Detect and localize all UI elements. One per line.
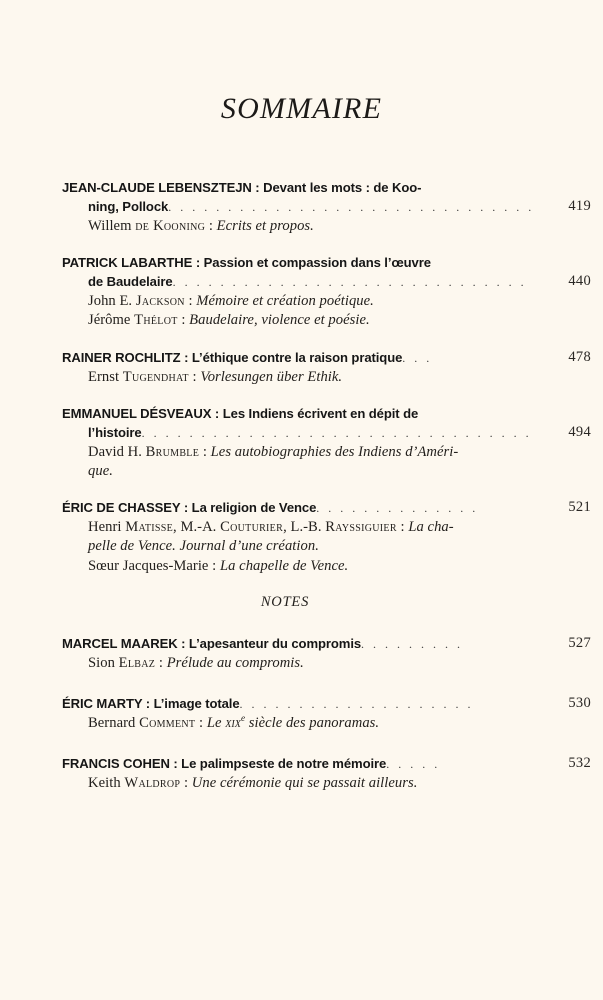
toc-entry[interactable]	[62, 498, 591, 576]
toc-entry-separator: :	[180, 500, 192, 516]
toc-entry-reference	[62, 311, 542, 330]
work-century-roman-numeral: xix	[225, 715, 241, 732]
reference-work-title: Prélude au compromis.	[166, 654, 304, 671]
toc-entry-reference-continuation	[62, 537, 542, 556]
work-suffix: siècle des panoramas.	[245, 715, 380, 732]
work-ordinal-suffix: e	[240, 713, 246, 724]
reference-person: Jérôme	[88, 312, 135, 329]
reference-separator: :	[188, 368, 201, 385]
toc-entry-author: PATRICK LABARTHE	[62, 255, 193, 271]
toc-entry-title-line1: Le palimpseste de notre mémoire	[181, 756, 387, 772]
toc-entry-title	[36, 404, 591, 443]
reference-surname-2: Couturier	[220, 519, 284, 536]
toc-entry-author: EMMANUEL DÉSVEAUX	[62, 405, 212, 421]
reference-surname: Matisse	[125, 519, 174, 536]
toc-entry-title-row	[62, 498, 591, 518]
reference-separator: :	[155, 654, 167, 671]
reference-person-3: , L.-B.	[283, 519, 326, 536]
toc-entry-author: ÉRIC MARTY	[62, 696, 143, 712]
toc-entry-title	[36, 694, 591, 714]
leader-dots: . . . . . . . . . . . . . .	[316, 501, 479, 516]
toc-entry-title	[36, 634, 591, 654]
leader-dots: . . . . . . . . .	[361, 636, 464, 651]
reference-separator: :	[396, 519, 409, 536]
toc-entry-author: ÉRIC DE CHASSEY	[62, 500, 181, 516]
toc-entry-title-line2-row	[62, 197, 591, 217]
toc-entry-title-row	[62, 253, 591, 292]
leader-dots: . . . . . . . . . . . . . . . . . . . .	[239, 697, 474, 712]
page-number[interactable]: 532	[568, 755, 591, 772]
leader-dots: . . . . . . . . . . . . . . . . . . . . . . . . . . . . . . .	[168, 200, 535, 214]
leader-dots: . . . . .	[386, 757, 441, 772]
page-number[interactable]: 478	[568, 348, 591, 365]
reference-separator: :	[199, 443, 211, 460]
toc-entry-reference	[62, 774, 542, 793]
reference-surname: Jackson	[135, 293, 185, 310]
reference-separator: :	[205, 218, 217, 234]
reference-work-title-continued: pelle de Vence. Journal d’une création.	[88, 538, 319, 555]
toc-entry-author: RAINER ROCHLITZ	[62, 349, 181, 365]
reference-work-title-continued: que.	[88, 463, 113, 480]
reference-surname-3: Rayssiguier	[325, 519, 397, 536]
toc-entry-title-line2: de Baudelaire	[88, 274, 173, 290]
reference-person: Sion	[88, 654, 119, 671]
toc-entry-reference	[62, 292, 542, 311]
reference-surname: Elbaz	[118, 654, 156, 671]
reference-person: Bernard	[88, 715, 140, 732]
reference-person-2: , M.-A.	[173, 519, 221, 536]
toc-entry-title-row	[62, 348, 591, 368]
reference-separator: :	[177, 312, 190, 329]
toc-entry-title	[36, 348, 591, 368]
toc-entry-title-row	[62, 694, 591, 714]
toc-entry-title-line1: Passion et compassion dans l’œuvre	[203, 255, 431, 271]
toc-entry-title-line1: Les Indiens écrivent en dépit de	[222, 405, 419, 421]
toc-entry-title-line2: ning, Pollock	[88, 199, 169, 214]
reference-surname: Comment	[139, 715, 196, 732]
toc-entry[interactable]	[62, 178, 591, 236]
reference-work-title: Mémoire et création poétique.	[196, 293, 374, 310]
toc-entry-separator: :	[169, 756, 182, 772]
reference-work-title: La chapelle de Vence.	[219, 557, 349, 574]
reference-person: John E.	[88, 293, 136, 310]
page-number[interactable]: 494	[568, 423, 591, 440]
reference-separator: :	[180, 775, 192, 792]
reference-person: David H.	[88, 443, 146, 460]
reference-separator: :	[184, 293, 197, 310]
toc-section-main	[62, 178, 591, 576]
toc-entry-reference	[62, 518, 542, 537]
toc-entry-reference	[62, 557, 542, 576]
toc-entry-title-row	[62, 404, 591, 443]
reference-person: Willem	[88, 218, 136, 234]
reference-work-title	[207, 715, 379, 731]
toc-entry-title-line2: l’histoire	[88, 424, 142, 440]
reference-surname: Thélot	[134, 312, 178, 329]
toc-entry-title-line1: L’apesanteur du compromis	[188, 635, 362, 651]
toc-entry-reference	[62, 714, 542, 733]
leader-dots: . . . . . . . . . . . . . . . . . . . . . . . . . . . . . . . . .	[141, 425, 532, 440]
toc-section-notes	[62, 593, 591, 794]
toc-entry[interactable]	[62, 253, 591, 330]
reference-work-title: Baudelaire, violence et poésie.	[189, 312, 370, 329]
page-number[interactable]: 527	[568, 634, 591, 651]
reference-person: Henri	[88, 519, 126, 536]
toc-entry-title-line1: L’image totale	[153, 696, 240, 712]
reference-person: Sœur Jacques-Marie	[88, 557, 209, 574]
toc-entry-separator: :	[251, 180, 264, 195]
reference-person: Ernst	[88, 368, 123, 385]
toc-entry-author: MARCEL MAAREK	[62, 635, 178, 651]
toc-entry-title-row	[62, 754, 591, 774]
toc-entry-title	[36, 178, 591, 217]
toc-entry-title-line2-row	[62, 423, 591, 443]
page-number[interactable]: 521	[568, 499, 591, 516]
toc-entry-title-line1: Devant les mots : de Koo-	[263, 180, 422, 195]
toc-entry-title-row	[62, 634, 591, 654]
toc-entry-title	[36, 498, 591, 518]
table-of-contents	[62, 178, 591, 810]
toc-entry[interactable]	[62, 404, 591, 481]
reference-person: Keith	[88, 775, 125, 792]
toc-entry-reference	[62, 654, 542, 673]
toc-entry-separator: :	[211, 405, 223, 421]
section-heading-notes: NOTES	[260, 593, 310, 610]
toc-entry-author: FRANCIS COHEN	[62, 756, 170, 772]
reference-work-title: Ecrits et propos.	[216, 218, 314, 234]
toc-entry[interactable]	[62, 634, 591, 673]
toc-entry-reference	[62, 443, 542, 462]
reference-surname: Brumble	[145, 443, 200, 460]
reference-separator: :	[195, 715, 207, 732]
work-prefix: Le	[206, 715, 226, 732]
toc-entry-title-line2-row	[62, 272, 591, 292]
reference-work-title: Vorlesungen über Ethik.	[200, 368, 343, 385]
page-title: SOMMAIRE	[220, 92, 383, 125]
toc-entry[interactable]	[62, 348, 591, 387]
toc-entry-separator: :	[142, 696, 154, 712]
toc-entry-title	[36, 253, 591, 292]
page-number[interactable]: 440	[568, 273, 591, 290]
toc-entry-title-line1: La religion de Vence	[191, 500, 317, 516]
toc-entry-separator: :	[192, 255, 204, 271]
reference-work-title: Les autobiographies des Indiens d’Améri-	[210, 443, 459, 460]
leader-dots: . . .	[402, 350, 433, 365]
toc-entry-reference	[62, 368, 542, 387]
reference-work-title: La cha-	[408, 519, 454, 536]
toc-entry-separator: :	[177, 635, 189, 651]
reference-surname: Tugendhat	[122, 368, 189, 385]
toc-entry-title-line1: L’éthique contre la raison pratique	[191, 349, 403, 365]
toc-entry[interactable]	[62, 754, 591, 793]
page-number[interactable]: 419	[568, 198, 591, 214]
reference-separator: :	[208, 557, 220, 574]
toc-entry[interactable]	[62, 694, 591, 733]
toc-entry-title-row	[62, 178, 591, 217]
reference-surname: Waldrop	[124, 775, 181, 792]
page-number[interactable]: 530	[568, 695, 591, 712]
toc-entry-reference	[62, 217, 542, 236]
toc-entry-reference-continuation	[62, 462, 542, 481]
toc-entry-title	[36, 754, 591, 774]
leader-dots: . . . . . . . . . . . . . . . . . . . . . . . . . . . . . .	[172, 275, 527, 290]
toc-entry-separator: :	[180, 349, 192, 365]
toc-entry-author: JEAN-CLAUDE LEBENSZTEJN	[62, 180, 252, 195]
reference-work-title: Une cérémonie qui se passait ailleurs.	[191, 775, 418, 792]
reference-surname: de Kooning	[135, 218, 206, 234]
